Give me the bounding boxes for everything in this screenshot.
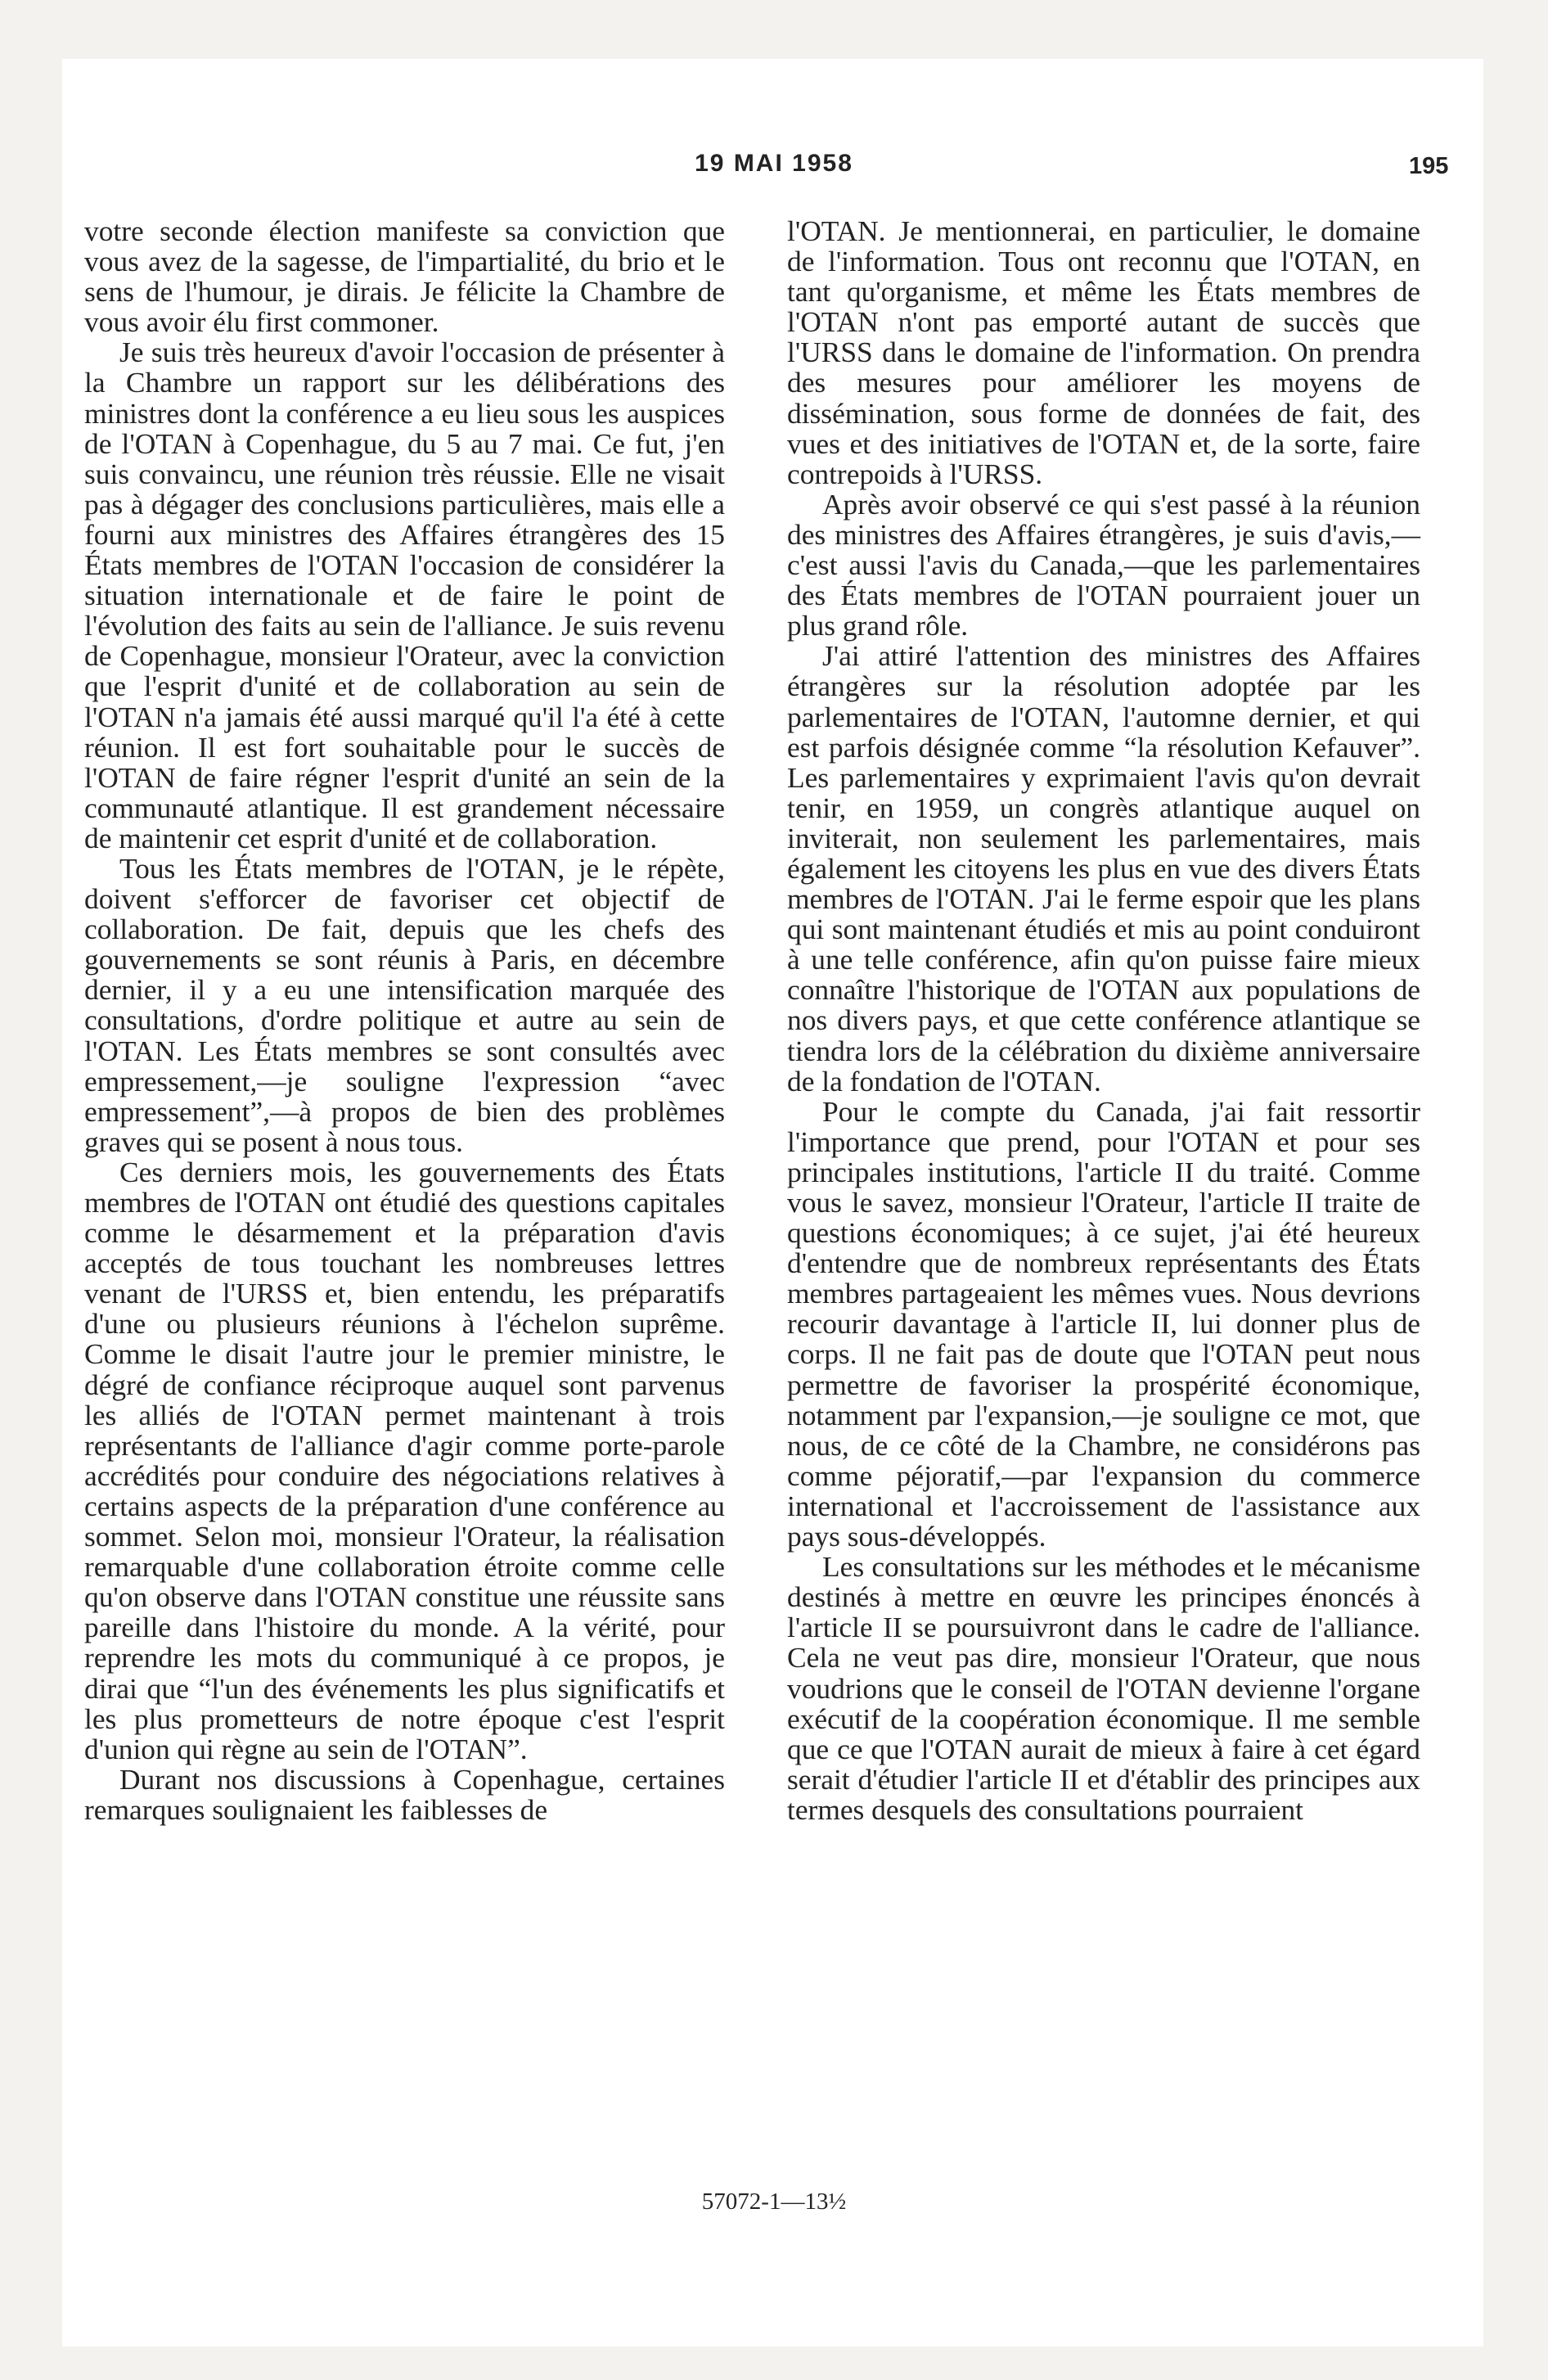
left-column [84, 216, 725, 1825]
paragraph: l'OTAN. Je mentionnerai, en particulier, le domaine de l'information. Tous ont reconnu que l'OTAN, en tant qu'organisme, et même les États membres de l'OTAN n'ont pas emporté autant de succès que l'URSS dans le domaine de l'information. On prendra des mesures pour améliorer les moyens de dissémination, sous forme de données de fait, des vues et des initiatives de l'OTAN et, de la sorte, faire contrepoids à l'URSS. [787, 214, 1420, 490]
paragraph: Durant nos discussions à Copenhague, certaines remarques soulignaient les faiblesses de [84, 1762, 725, 1826]
running-header [0, 150, 1548, 191]
right-column [787, 216, 1420, 1825]
page-number: 195 [1409, 153, 1449, 179]
paragraph: Ces derniers mois, les gouvernements des États membres de l'OTAN ont étudié des questions capitales comme le désarmement et la préparation d'avis acceptés de tous touchant les nombreuses lettres venant de l'URSS et, bien entendu, les préparatifs d'une ou plusieurs réunions à l'échelon suprême. Comme le disait l'autre jour le premier ministre, le dégré de confiance réciproque auquel sont parvenus les alliés de l'OTAN permet maintenant à trois représentants de l'alliance d'agir comme porte-parole accrédités pour conduire des négociations relatives à certains aspects de la préparation d'une conférence au sommet. Selon moi, monsieur l'Orateur, la réalisation remarquable d'une collaboration étroite comme celle qu'on observe dans l'OTAN constitue une réussite sans pareille dans l'histoire du monde. A la vérité, pour reprendre les mots du communiqué à ce propos, je dirai que “l'un des événements les plus significatifs et les plus prometteurs de notre époque c'est l'esprit d'union qui règne au sein de l'OTAN”. [84, 1155, 725, 1765]
paragraph: J'ai attiré l'attention des ministres des Affaires étrangères sur la résolution adoptée par les parlementaires de l'OTAN, l'automne dernier, et qui est parfois désignée comme “la résolution Kefauver”. Les parlementaires y exprimaient l'avis qu'on devrait tenir, en 1959, un congrès atlantique auquel on inviterait, non seulement les parlementaires, mais également les citoyens les plus en vue des divers États membres de l'OTAN. J'ai le ferme espoir que les plans qui sont maintenant étudiés et mis au point conduiront à une telle conférence, afin qu'on puisse faire mieux connaître l'historique de l'OTAN aux populations de nos divers pays, et que cette conférence atlantique se tiendra lors de la célébration du dixième anniversaire de la fondation de l'OTAN. [787, 639, 1420, 1098]
paragraph: Je suis très heureux d'avoir l'occasion de présenter à la Chambre un rapport sur les délibérations des ministres dont la conférence a eu lieu sous les auspices de l'OTAN à Copenhague, du 5 au 7 mai. Ce fut, j'en suis convaincu, une réunion très réussie. Elle ne visait pas à dégager des conclusions particulières, mais elle a fourni aux ministres des Affaires étrangères des 15 États membres de l'OTAN l'occasion de considérer la situation internationale et de faire le point de l'évolution des faits au sein de l'alliance. Je suis revenu de Copenhague, monsieur l'Orateur, avec la conviction que l'esprit d'unité et de collaboration au sein de l'OTAN n'a jamais été aussi marqué qu'il l'a été à cette réunion. Il est fort souhaitable pour le succès de l'OTAN de faire régner l'esprit d'unité an sein de la communauté atlantique. Il est grandement nécessaire de maintenir cet esprit d'unité et de collaboration. [84, 336, 725, 854]
paragraph: Après avoir observé ce qui s'est passé à la réunion des ministres des Affaires étrangères, je suis d'avis,—c'est aussi l'avis du Canada,—que les parlementaires des États membres de l'OTAN pourraient jouer un plus grand rôle. [787, 487, 1420, 642]
paragraph: Pour le compte du Canada, j'ai fait ressortir l'importance que prend, pour l'OTAN et pour ses principales institutions, l'article II du traité. Comme vous le savez, monsieur l'Orateur, l'article II traite de questions économiques; à ce sujet, j'ai été heureux d'entendre que de nombreux représentants des États membres partageaient les mêmes vues. Nous devrions recourir davantage à l'article II, lui donner plus de corps. Il ne fait pas de doute que l'OTAN peut nous permettre de favoriser la prospérité économique, notamment par l'expansion,—je souligne ce mot, que nous, de ce côté de la Chambre, ne considérons pas comme péjoratif,—par l'expansion du commerce international et l'accroissement de l'assistance aux pays sous-développés. [787, 1094, 1420, 1553]
paragraph: Les consultations sur les méthodes et le mécanisme destinés à mettre en œuvre les principes énoncés à l'article II se poursuivront dans le cadre de l'alliance. Cela ne veut pas dire, monsieur l'Orateur, que nous voudrions que le conseil de l'OTAN devienne l'organe exécutif de la coopération économique. Il me semble que ce que l'OTAN aurait de mieux à faire à cet égard serait d'étudier l'article II et d'établir des principes aux termes desquels des consultations pourraient [787, 1550, 1420, 1826]
printer-signature: 57072-1—13½ [701, 2188, 847, 2215]
header-date: 19 MAI 1958 [695, 150, 853, 177]
paragraph: votre seconde élection manifeste sa conviction que vous avez de la sagesse, de l'impartialité, du brio et le sens de l'humour, je dirais. Je félicite la Chambre de vous avoir élu first commoner. [84, 214, 725, 339]
paragraph: Tous les États membres de l'OTAN, je le répète, doivent s'efforcer de favoriser cet objectif de collaboration. De fait, depuis que les chefs des gouvernements se sont réunis à Paris, en décembre dernier, il y a eu une intensification marquée des consultations, d'ordre politique et autre au sein de l'OTAN. Les États membres se sont consultés avec empressement,—je souligne l'expression “avec empressement”,—à propos de bien des problèmes graves qui se posent à nous tous. [84, 851, 725, 1158]
